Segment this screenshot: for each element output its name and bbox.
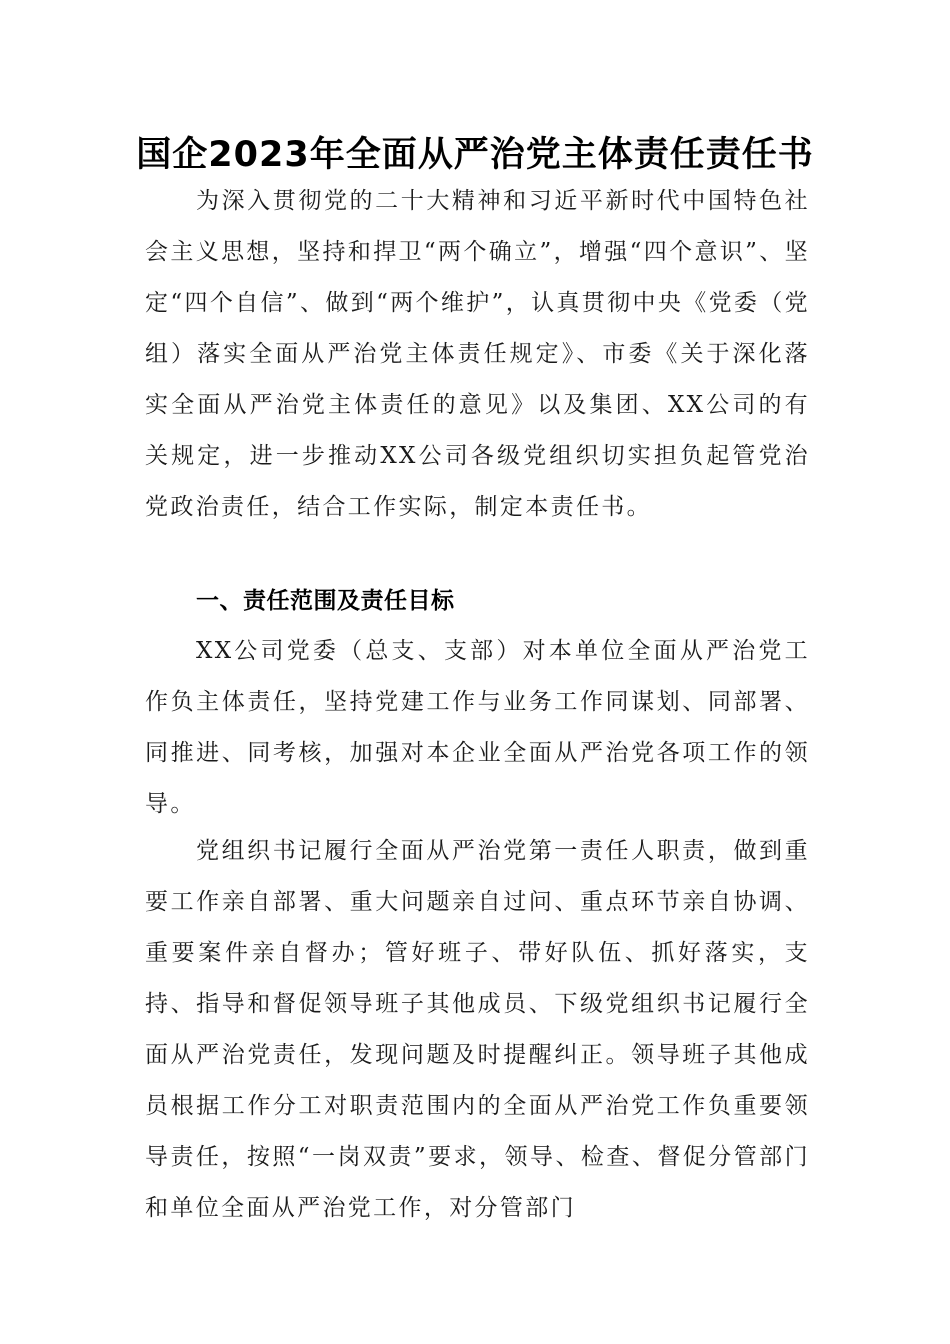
section-heading-responsibility-scope: 一、责任范围及责任目标 [196,588,455,614]
intro-paragraph: 为深入贯彻党的二十大精神和习近平新时代中国特色社会主义思想，坚持和捍卫“两个确立”，增强“四个意识”、坚定“四个自信”、做到“两个维护”，认真贯彻中央《党委（党组）落实全面从严治党主体责任规定》、市委《关于深化落实全面从严治党主体责任的意见》以及集团、XX公司的有关规定，进一步推动XX公司各级党组织切实担负起管党治党政治责任，结合工作实际，制定本责任书。 [145,188,810,520]
body-paragraph-party-secretary: 党组织书记履行全面从严治党第一责任人职责，做到重要工作亲自部署、重大问题亲自过问、重点环节亲自协调、重要案件亲自督办；管好班子、带好队伍、抓好落实，支持、指导和督促领导班子其他成员、下级党组织书记履行全面从严治党责任，发现问题及时提醒纠正。领导班子其他成员根据工作分工对职责范围内的全面从严治党工作负重要领导责任，按照“一岗双责”要求，领导、检查、督促分管部门和单位全面从严治党工作，对分管部门 [145,838,810,1221]
document-title: 国企2023年全面从严治党主体责任责任书 [136,135,814,175]
body-paragraph-party-committee: XX公司党委（总支、支部）对本单位全面从严治党工作负主体责任，坚持党建工作与业务工作同谋划、同部署、同推进、同考核，加强对本企业全面从严治党各项工作的领导。 [145,638,810,817]
